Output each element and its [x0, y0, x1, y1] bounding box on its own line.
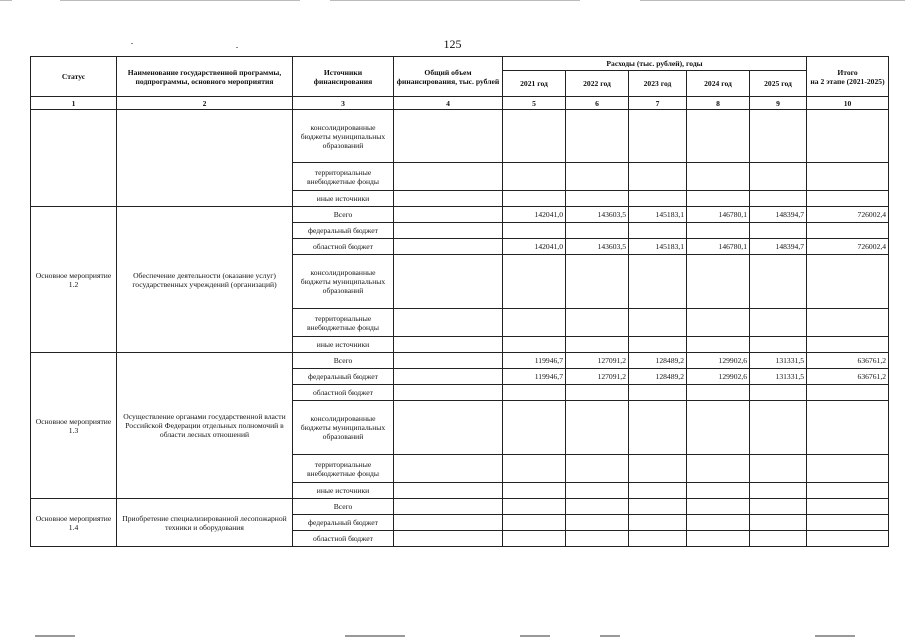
header-sources: Источники финансирования — [293, 57, 394, 97]
value-cell: 636761,2 — [807, 353, 889, 369]
column-number-row — [31, 97, 889, 110]
source-label: областной бюджет — [293, 385, 394, 401]
measure-name: Осуществление органами государственной власти Российской Федерации отдельных полномочий в области лесных отношений — [117, 353, 293, 499]
value-cell: 148394,7 — [750, 239, 807, 255]
header-total-volume: Общий объем финансирования, тыс. рублей — [394, 57, 503, 97]
source-label: Всего — [293, 207, 394, 223]
value-cell: 127091,2 — [566, 369, 629, 385]
table-row — [31, 499, 889, 515]
source-label: федеральный бюджет — [293, 515, 394, 531]
value-cell: 146780,1 — [687, 239, 750, 255]
value-cell: 726002,4 — [807, 207, 889, 223]
source-label: консолидированные бюджеты муниципальных образований — [293, 110, 394, 163]
header-year: 2021 год — [503, 71, 566, 97]
status-cell-continued — [31, 110, 117, 207]
value-cell: 148394,7 — [750, 207, 807, 223]
value-cell: 143603,5 — [566, 207, 629, 223]
column-number: 9 — [750, 97, 807, 110]
value-cell: 143603,5 — [566, 239, 629, 255]
value-cell: 119946,7 — [503, 369, 566, 385]
value-cell: 128489,2 — [629, 353, 687, 369]
value-cell: 119946,7 — [503, 353, 566, 369]
source-label: областной бюджет — [293, 239, 394, 255]
source-label: иные источники — [293, 483, 394, 499]
source-label: федеральный бюджет — [293, 223, 394, 239]
value-cell: 145183,1 — [629, 239, 687, 255]
budget-table — [30, 56, 889, 547]
page-number: 125 — [443, 37, 462, 51]
table-row — [31, 207, 889, 223]
column-number: 7 — [629, 97, 687, 110]
value-cell: 129902,6 — [687, 369, 750, 385]
value-cell: 131331,5 — [750, 353, 807, 369]
value-cell: 142041,0 — [503, 239, 566, 255]
measure-status: Основное мероприятие 1.2 — [31, 207, 117, 353]
table-row — [31, 353, 889, 369]
source-label: территориальные внебюджетные фонды — [293, 455, 394, 483]
column-number: 2 — [117, 97, 293, 110]
column-number: 5 — [503, 97, 566, 110]
source-label: иные источники — [293, 191, 394, 207]
value-cell: 146780,1 — [687, 207, 750, 223]
header-status: Статус — [31, 57, 117, 97]
source-label: консолидированные бюджеты муниципальных образований — [293, 255, 394, 309]
source-label: Всего — [293, 499, 394, 515]
source-label: Всего — [293, 353, 394, 369]
measure-name: Приобретение специализированной лесопожарной техники и оборудования — [117, 499, 293, 547]
value-cell: 145183,1 — [629, 207, 687, 223]
name-cell-continued — [117, 110, 293, 207]
value-cell: 142041,0 — [503, 207, 566, 223]
header-year: 2024 год — [687, 71, 750, 97]
header-itogo-line1: Итого — [837, 67, 858, 77]
measure-name: Обеспечение деятельности (оказание услуг) государственных учреждений (организаций) — [117, 207, 293, 353]
header-year: 2022 год — [566, 71, 629, 97]
header-year: 2023 год — [629, 71, 687, 97]
value-cell: 128489,2 — [629, 369, 687, 385]
measure-status: Основное мероприятие 1.4 — [31, 499, 117, 547]
source-label: консолидированные бюджеты муниципальных образований — [293, 401, 394, 455]
header-year: 2025 год — [750, 71, 807, 97]
table-row — [31, 110, 889, 163]
column-number: 6 — [566, 97, 629, 110]
source-label: территориальные внебюджетные фонды — [293, 163, 394, 191]
source-label: иные источники — [293, 337, 394, 353]
header-itogo-line2: на 2 этапе (2021-2025) — [810, 76, 885, 86]
column-number: 10 — [807, 97, 889, 110]
source-label: территориальные внебюджетные фонды — [293, 309, 394, 337]
header-itogo — [807, 57, 889, 97]
value-cell: 636761,2 — [807, 369, 889, 385]
column-number: 1 — [31, 97, 117, 110]
value-cell: 131331,5 — [750, 369, 807, 385]
source-label: областной бюджет — [293, 531, 394, 547]
value-cell: 726002,4 — [807, 239, 889, 255]
value-cell: 129902,6 — [687, 353, 750, 369]
source-label: федеральный бюджет — [293, 369, 394, 385]
column-number: 8 — [687, 97, 750, 110]
column-number: 3 — [293, 97, 394, 110]
value-cell: 127091,2 — [566, 353, 629, 369]
column-number: 4 — [394, 97, 503, 110]
header-name: Наименование государственной программы, подпрограммы, основного мероприятия — [117, 57, 293, 97]
measure-status: Основное мероприятие 1.3 — [31, 353, 117, 499]
header-expenses: Расходы (тыс. рублей), годы — [503, 57, 807, 71]
